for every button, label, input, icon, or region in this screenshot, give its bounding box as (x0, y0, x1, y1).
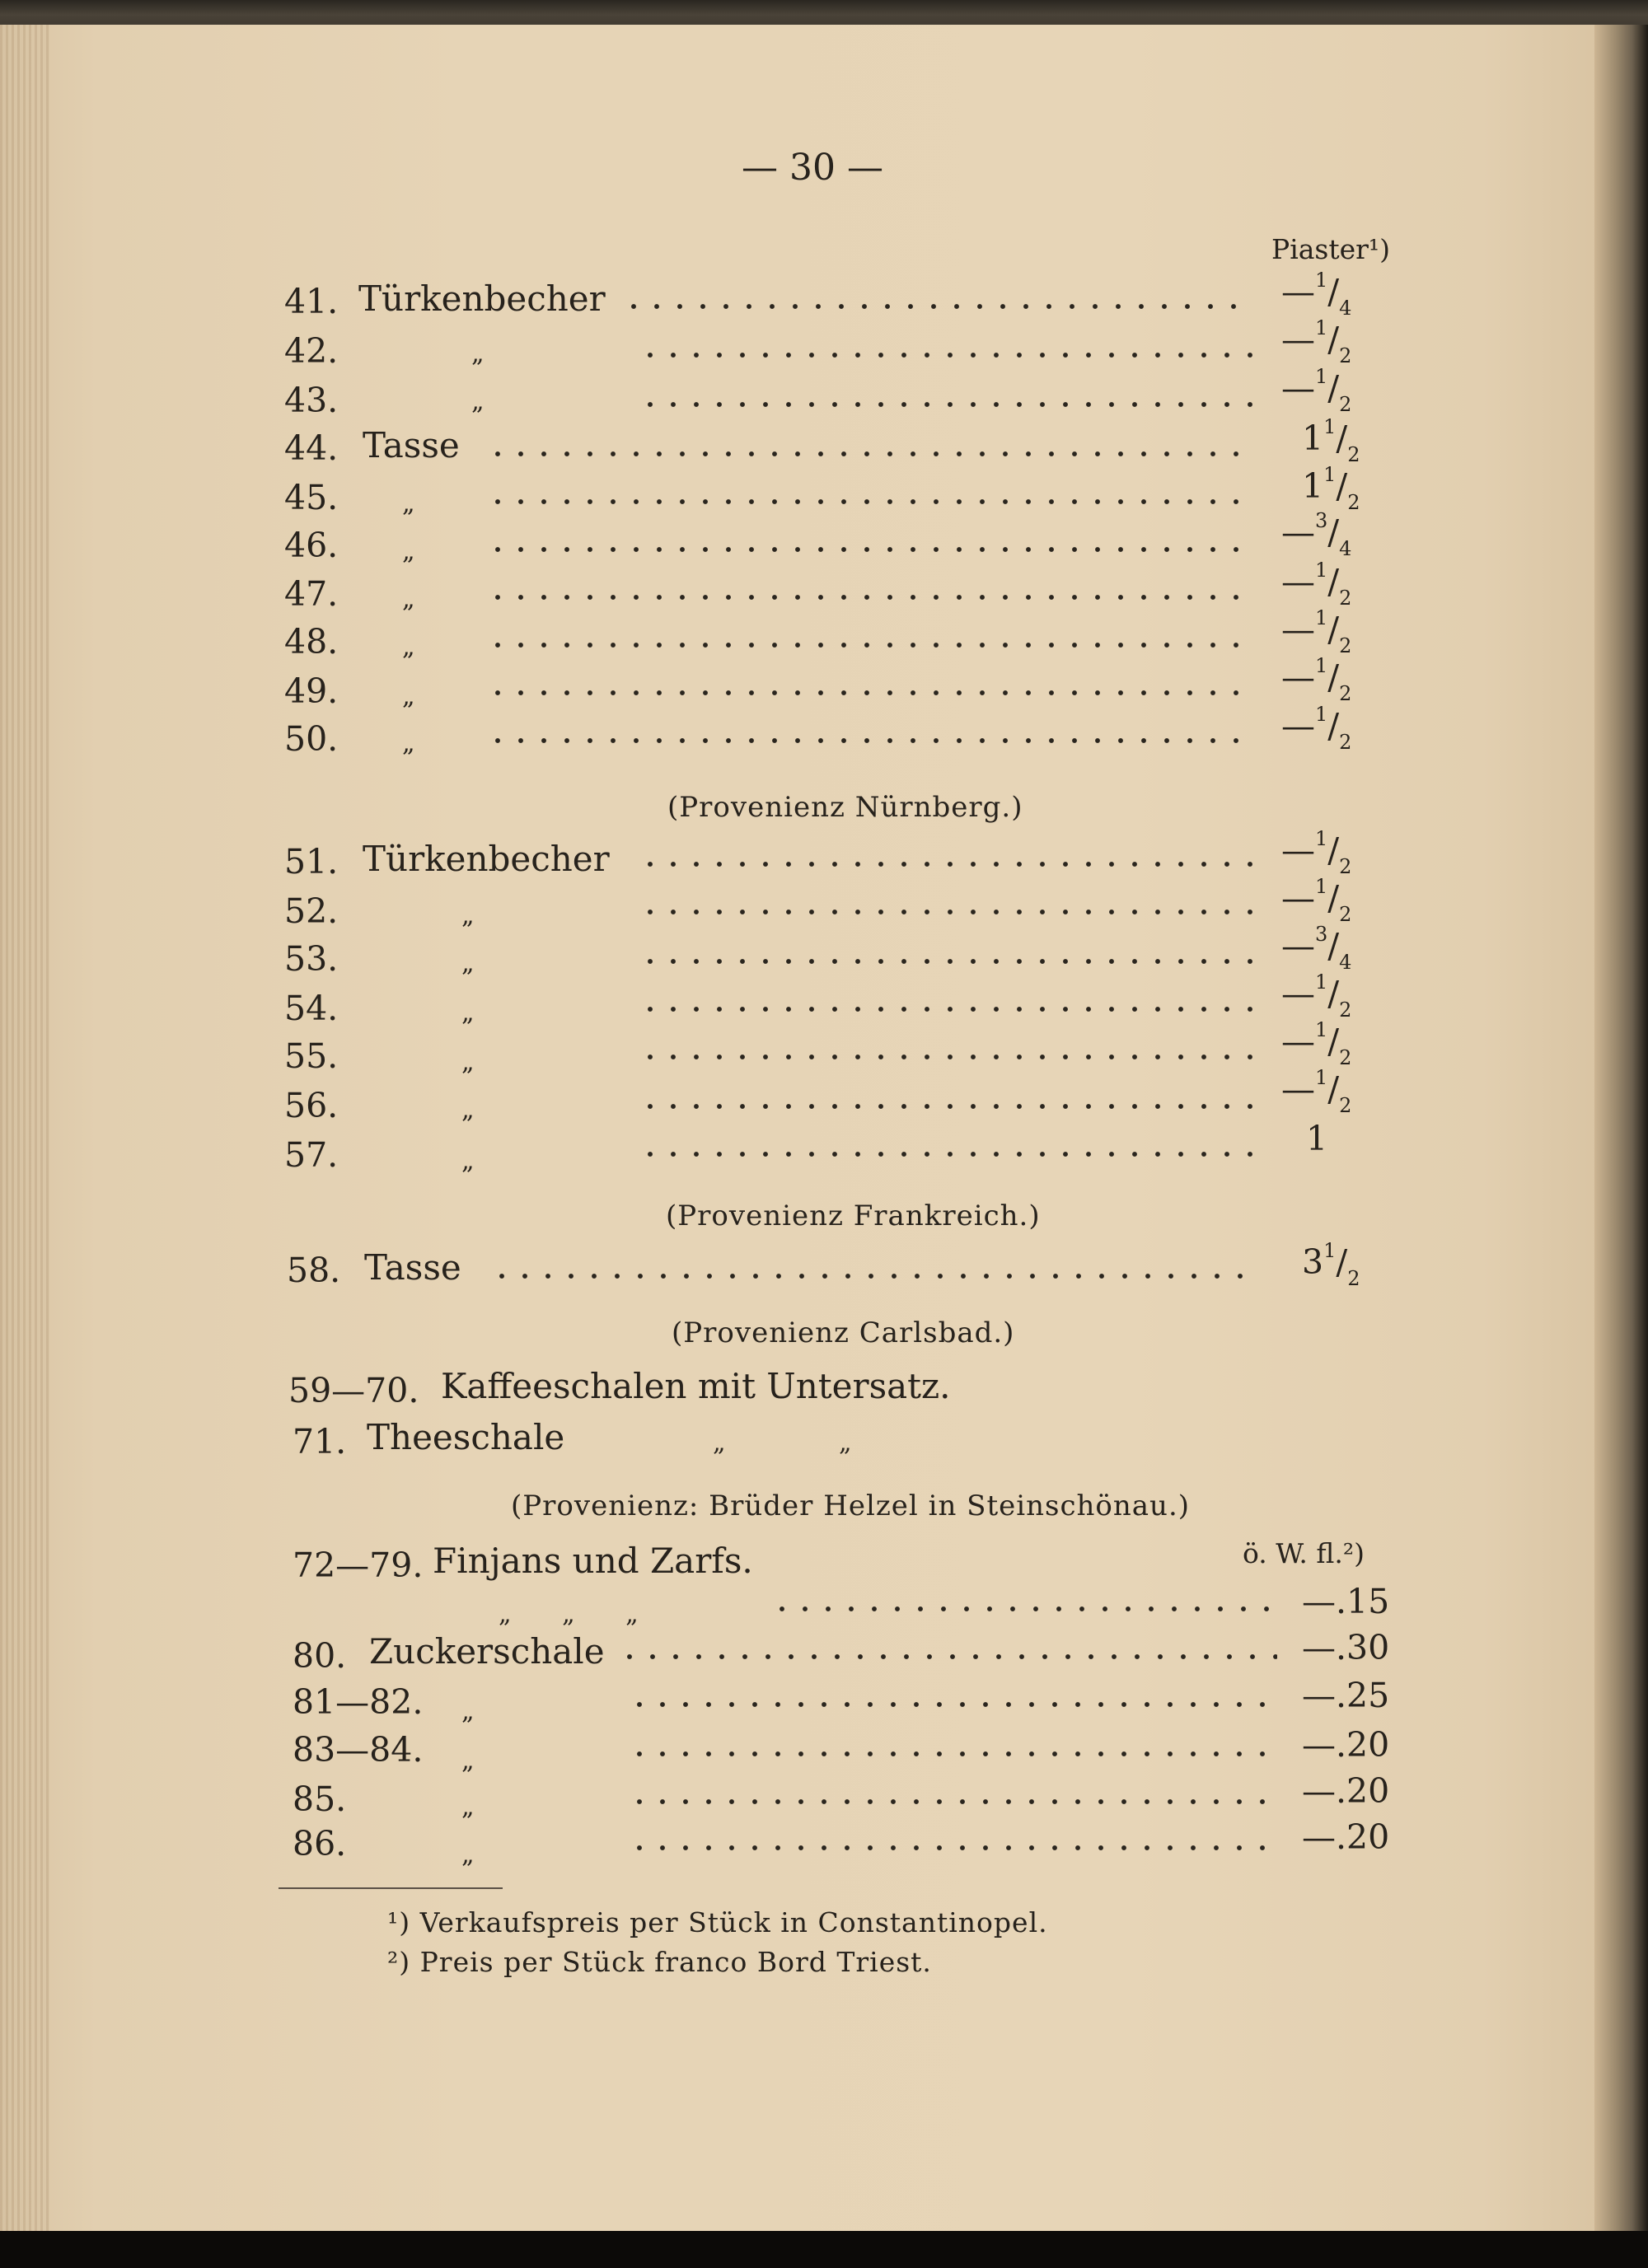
leader-dots (639, 1007, 1252, 1012)
item-name: Tasse (364, 1247, 461, 1288)
item-price: —.15 (1302, 1582, 1390, 1621)
item-number: 83—84. (293, 1730, 424, 1770)
ditto-mark: „ (402, 489, 415, 518)
ditto-mark: „ (461, 1096, 475, 1125)
item-price: —.20 (1302, 1725, 1390, 1765)
ditto-mark: „ (461, 901, 475, 930)
item-number: 53. (284, 939, 339, 979)
item-price: $—^1/_2$ (1281, 654, 1352, 705)
ditto-mark: „ (839, 1429, 852, 1457)
column-head-piaster: Piaster¹) (1271, 233, 1391, 265)
leader-dots (639, 959, 1252, 964)
item-number: 45. (284, 478, 339, 517)
item-number: 56. (284, 1086, 339, 1125)
item-price: $—^3/_4$ (1281, 509, 1352, 560)
item-price: —.20 (1302, 1817, 1390, 1857)
leader-dots (628, 1702, 1277, 1707)
leader-dots (639, 1055, 1252, 1059)
item-price: $—^1/_2$ (1281, 827, 1352, 878)
ditto-mark: „ (461, 1747, 475, 1775)
ditto-mark: „ (713, 1429, 726, 1457)
item-number: 71. (293, 1422, 347, 1461)
item-price: $1^1/_2$ (1302, 463, 1360, 514)
item-number: 47. (284, 574, 339, 614)
item-number: 86. (293, 1824, 347, 1864)
item-price: —.20 (1302, 1771, 1390, 1811)
item-price: $—^1/_2$ (1281, 365, 1352, 416)
item-number: 85. (293, 1779, 347, 1819)
item-number: 59—70. (288, 1371, 419, 1410)
leader-dots (639, 353, 1252, 358)
footnote-2: ²) Preis per Stück franco Bord Triest. (387, 1946, 932, 1978)
leader-dots (486, 595, 1252, 600)
leader-dots (628, 1799, 1277, 1804)
leader-dots (490, 1274, 1252, 1279)
item-price: $—^1/_2$ (1281, 1066, 1352, 1117)
item-number: 52. (284, 891, 339, 931)
ditto-mark: „ (402, 682, 415, 711)
ditto-mark: „ (402, 537, 415, 566)
item-price: $3^1/_2$ (1302, 1239, 1360, 1290)
leader-dots (639, 862, 1252, 867)
leader-dots (486, 690, 1252, 695)
item-name: Theeschale (367, 1417, 565, 1457)
ditto-mark: „ (471, 339, 485, 368)
item-number: 58. (287, 1251, 341, 1290)
item-number: 41. (284, 282, 339, 321)
item-price: $—^1/_2$ (1281, 703, 1352, 754)
leader-dots (618, 1654, 1277, 1659)
section-heading: (Provenienz Carlsbad.) (672, 1316, 1015, 1349)
ditto-mark: „ (461, 1147, 475, 1176)
ditto-mark: „ (461, 949, 475, 978)
ditto-mark: „ (461, 1793, 475, 1821)
item-number: 72—79. (293, 1546, 424, 1585)
leader-dots (486, 499, 1252, 504)
leader-dots (628, 1845, 1277, 1850)
page-gutter-shadow (1594, 25, 1648, 2268)
item-number: 42. (284, 331, 339, 371)
item-price: $—^3/_4$ (1281, 923, 1352, 974)
ditto-mark: „ (461, 1840, 475, 1869)
item-price: $—^1/_2$ (1281, 559, 1352, 610)
ditto-mark: „ (471, 387, 485, 416)
item-price: $—^1/_4$ (1281, 269, 1352, 320)
column-head-oew: ö. W. fl.²) (1243, 1537, 1365, 1569)
item-price: $1^1/_2$ (1302, 415, 1360, 466)
leader-dots (486, 738, 1252, 743)
item-price: —.25 (1302, 1676, 1390, 1715)
leader-dots (486, 547, 1252, 552)
item-number: 55. (284, 1036, 339, 1076)
ditto-mark: „ (461, 998, 475, 1027)
ditto-mark: „ (402, 729, 415, 758)
item-number: 54. (284, 989, 339, 1028)
leader-dots (622, 304, 1252, 309)
item-price: 1 (1306, 1119, 1328, 1158)
item-price: $—^1/_2$ (1281, 1018, 1352, 1069)
item-number: 50. (284, 719, 339, 759)
leader-dots (639, 1152, 1252, 1157)
background-bottom (0, 2231, 1648, 2268)
item-number: 44. (284, 428, 339, 468)
ditto-marks: „ „ „ (499, 1600, 639, 1629)
item-number: 51. (284, 842, 339, 881)
leader-dots (770, 1606, 1277, 1611)
item-price: $—^1/_2$ (1281, 875, 1352, 926)
leader-dots (486, 451, 1252, 456)
leader-dots (639, 910, 1252, 914)
item-name: Türkenbecher (363, 839, 610, 879)
item-number: 49. (284, 671, 339, 711)
item-number: 46. (284, 526, 339, 565)
item-name: Finjans und Zarfs. (433, 1541, 753, 1581)
ditto-mark: „ (461, 1048, 475, 1077)
ditto-mark: „ (402, 633, 415, 662)
leader-dots (628, 1751, 1277, 1756)
item-name: Tasse (363, 425, 460, 465)
item-price: $—^1/_2$ (1281, 970, 1352, 1022)
page-number: — 30 — (742, 147, 883, 189)
item-name: Zuckerschale (369, 1631, 605, 1672)
item-name: Türkenbecher (358, 278, 606, 319)
ditto-mark: „ (461, 1697, 475, 1726)
section-heading: (Provenienz: Brüder Helzel in Steinschönau.) (511, 1489, 1191, 1522)
section-heading: (Provenienz Frankreich.) (666, 1199, 1041, 1232)
leader-dots (486, 643, 1252, 648)
item-number: 57. (284, 1135, 339, 1175)
item-number: 81—82. (293, 1682, 424, 1722)
item-number: 80. (293, 1636, 347, 1676)
ditto-mark: „ (402, 585, 415, 614)
item-price: $—^1/_2$ (1281, 316, 1352, 367)
footnote-1: ¹) Verkaufspreis per Stück in Constantinopel. (387, 1906, 1048, 1938)
item-price: $—^1/_2$ (1281, 606, 1352, 657)
page-stack-edges (0, 25, 49, 2231)
leader-dots (639, 1104, 1252, 1109)
item-number: 48. (284, 622, 339, 662)
item-name: Kaffeeschalen mit Untersatz. (441, 1366, 951, 1406)
item-price: —.30 (1302, 1628, 1390, 1667)
item-number: 43. (284, 381, 339, 420)
footnote-rule (279, 1887, 503, 1889)
leader-dots (639, 402, 1252, 407)
section-heading: (Provenienz Nürnberg.) (667, 791, 1023, 824)
